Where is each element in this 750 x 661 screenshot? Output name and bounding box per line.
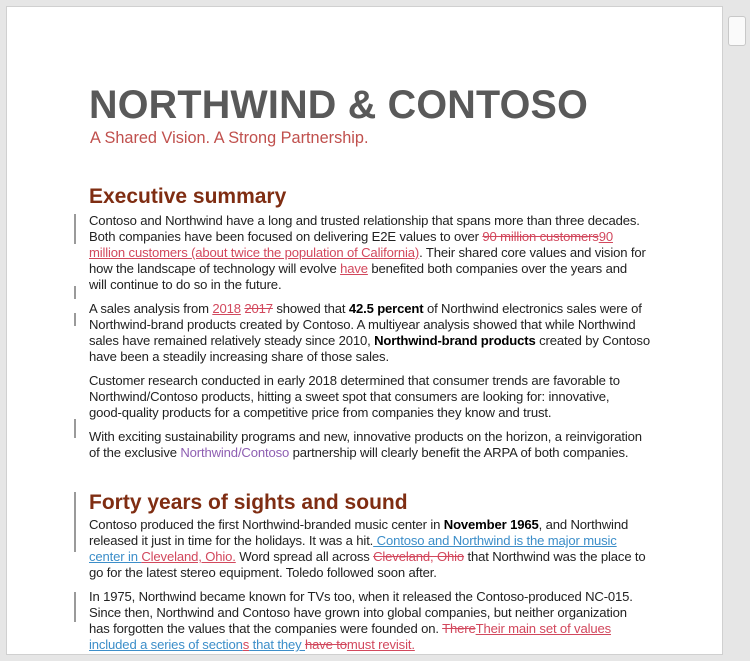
change-bar xyxy=(74,214,76,244)
tracked-insertion: Contoso and Northwind is the major music xyxy=(373,533,617,548)
text-line xyxy=(89,405,654,421)
text-run: have been a steadily increasing share of those sales. xyxy=(89,349,389,364)
text-line xyxy=(89,533,654,549)
text-run: , and Northwind xyxy=(538,517,629,532)
paragraph xyxy=(89,301,654,365)
change-bar xyxy=(74,492,76,552)
text-run: Contoso and Northwind have a long and trusted relationship that spans more than three decades. xyxy=(89,213,640,228)
tracked-deletion: There xyxy=(442,621,476,636)
text-run: showed that xyxy=(272,301,349,316)
text-run: Northwind-brand products created by Contoso. A multiyear analysis showed that while Northwind xyxy=(89,317,636,332)
tracked-insertion: must revisit. xyxy=(346,637,415,652)
section-heading: Forty years of sights and sound xyxy=(89,491,408,514)
tracked-insertion: center in xyxy=(89,549,142,564)
text-run: released it just in time for the holidays. It was a hit. xyxy=(89,533,374,548)
bold-text: November 1965 xyxy=(443,517,539,532)
text-run: With exciting sustainability programs and new, innovative products on the horizon, a reinvigoration xyxy=(89,429,642,444)
section-paragraphs xyxy=(89,213,654,461)
text-run: how the landscape of technology will evolve xyxy=(89,261,341,276)
tracked-insertion: 90 xyxy=(598,229,613,244)
paragraph xyxy=(89,429,654,461)
text-run: . Their shared core values and vision for xyxy=(419,245,646,260)
text-run: Word spread all across xyxy=(235,549,374,564)
text-line xyxy=(89,445,654,461)
section-heading: Executive summary xyxy=(89,185,287,208)
tracked-deletion: Cleveland, Ohio xyxy=(373,549,465,564)
text-line xyxy=(89,333,654,349)
text-run: of Northwind electronics sales were of xyxy=(423,301,642,316)
tracked-insertion: Their main set of values xyxy=(475,621,611,636)
text-run: Both companies have been focused on delivering E2E values to over xyxy=(89,229,483,244)
document-body xyxy=(89,82,654,653)
text-run: Since then, Northwind and Contoso have grown into global companies, but neither organization xyxy=(89,605,627,620)
text-line xyxy=(89,213,654,229)
document-title: NORTHWIND & CONTOSO xyxy=(89,83,588,127)
highlighted-text: Northwind/Contoso xyxy=(180,445,290,460)
paragraph xyxy=(89,589,654,653)
change-bar xyxy=(74,313,76,326)
text-line xyxy=(89,245,654,261)
text-run: partnership will clearly benefit the ARPA of both companies. xyxy=(289,445,629,460)
change-bar xyxy=(74,419,76,438)
section-paragraphs xyxy=(89,517,654,653)
change-bar xyxy=(74,592,76,622)
text-line xyxy=(89,429,654,445)
tracked-insertion: have xyxy=(340,261,368,276)
section-executive-summary xyxy=(89,185,654,461)
text-line xyxy=(89,261,654,277)
text-run: In 1975, Northwind became known for TVs too, when it released the Contoso-produced NC-015. xyxy=(89,589,633,604)
text-line xyxy=(89,229,654,245)
tracked-deletion: 2017 xyxy=(244,301,273,316)
text-run: A sales analysis from xyxy=(89,301,213,316)
paragraph xyxy=(89,213,654,293)
text-run: has forgotten the values that the companies were founded on. xyxy=(89,621,443,636)
bold-text: 42.5 percent xyxy=(348,301,424,316)
text-run: benefited both companies over the years and xyxy=(367,261,627,276)
section-forty-years xyxy=(89,491,654,653)
text-run: sales have remained relatively steady since 2010, xyxy=(89,333,375,348)
tracked-insertion: 2018 xyxy=(212,301,241,316)
text-run: go for the latest stereo equipment. Toledo followed soon after. xyxy=(89,565,437,580)
text-run: Customer research conducted in early 2018 determined that consumer trends are favorable to xyxy=(89,373,620,388)
bold-text: Northwind-brand products xyxy=(374,333,536,348)
tracked-insertion: that they xyxy=(249,637,306,652)
text-line xyxy=(89,637,654,653)
text-run: Northwind/Contoso products, hitting a sweet spot that consumers are looking for: innovative, xyxy=(89,389,610,404)
text-line xyxy=(89,589,654,605)
text-line xyxy=(89,317,654,333)
scrollbar-thumb[interactable] xyxy=(728,16,746,46)
text-line xyxy=(89,621,654,637)
text-line xyxy=(89,565,654,581)
text-line xyxy=(89,277,654,293)
text-line xyxy=(89,373,654,389)
text-run: of the exclusive xyxy=(89,445,181,460)
text-run: Contoso produced the first Northwind-branded music center in xyxy=(89,517,444,532)
tracked-insertion: included a series of section xyxy=(89,637,243,652)
tracked-deletion: have to xyxy=(305,637,347,652)
change-bar xyxy=(74,286,76,299)
document-subtitle: A Shared Vision. A Strong Partnership. xyxy=(90,129,369,147)
text-run: created by Contoso xyxy=(535,333,650,348)
text-line xyxy=(89,349,654,365)
text-run: that Northwind was the place to xyxy=(464,549,646,564)
paragraph xyxy=(89,373,654,421)
tracked-insertion: s xyxy=(242,637,250,652)
text-line xyxy=(89,605,654,621)
text-run: good-quality products for a competitive price from companies they know and trust. xyxy=(89,405,552,420)
text-line xyxy=(89,389,654,405)
tracked-deletion: 90 million customers xyxy=(482,229,599,244)
text-line xyxy=(89,301,654,317)
paragraph xyxy=(89,517,654,581)
text-line xyxy=(89,549,654,565)
tracked-insertion: million customers (about twice the population of California) xyxy=(89,245,420,260)
text-line xyxy=(89,517,654,533)
text-run: will continue to do so in the future. xyxy=(89,277,282,292)
tracked-insertion: Cleveland, Ohio. xyxy=(141,549,236,564)
